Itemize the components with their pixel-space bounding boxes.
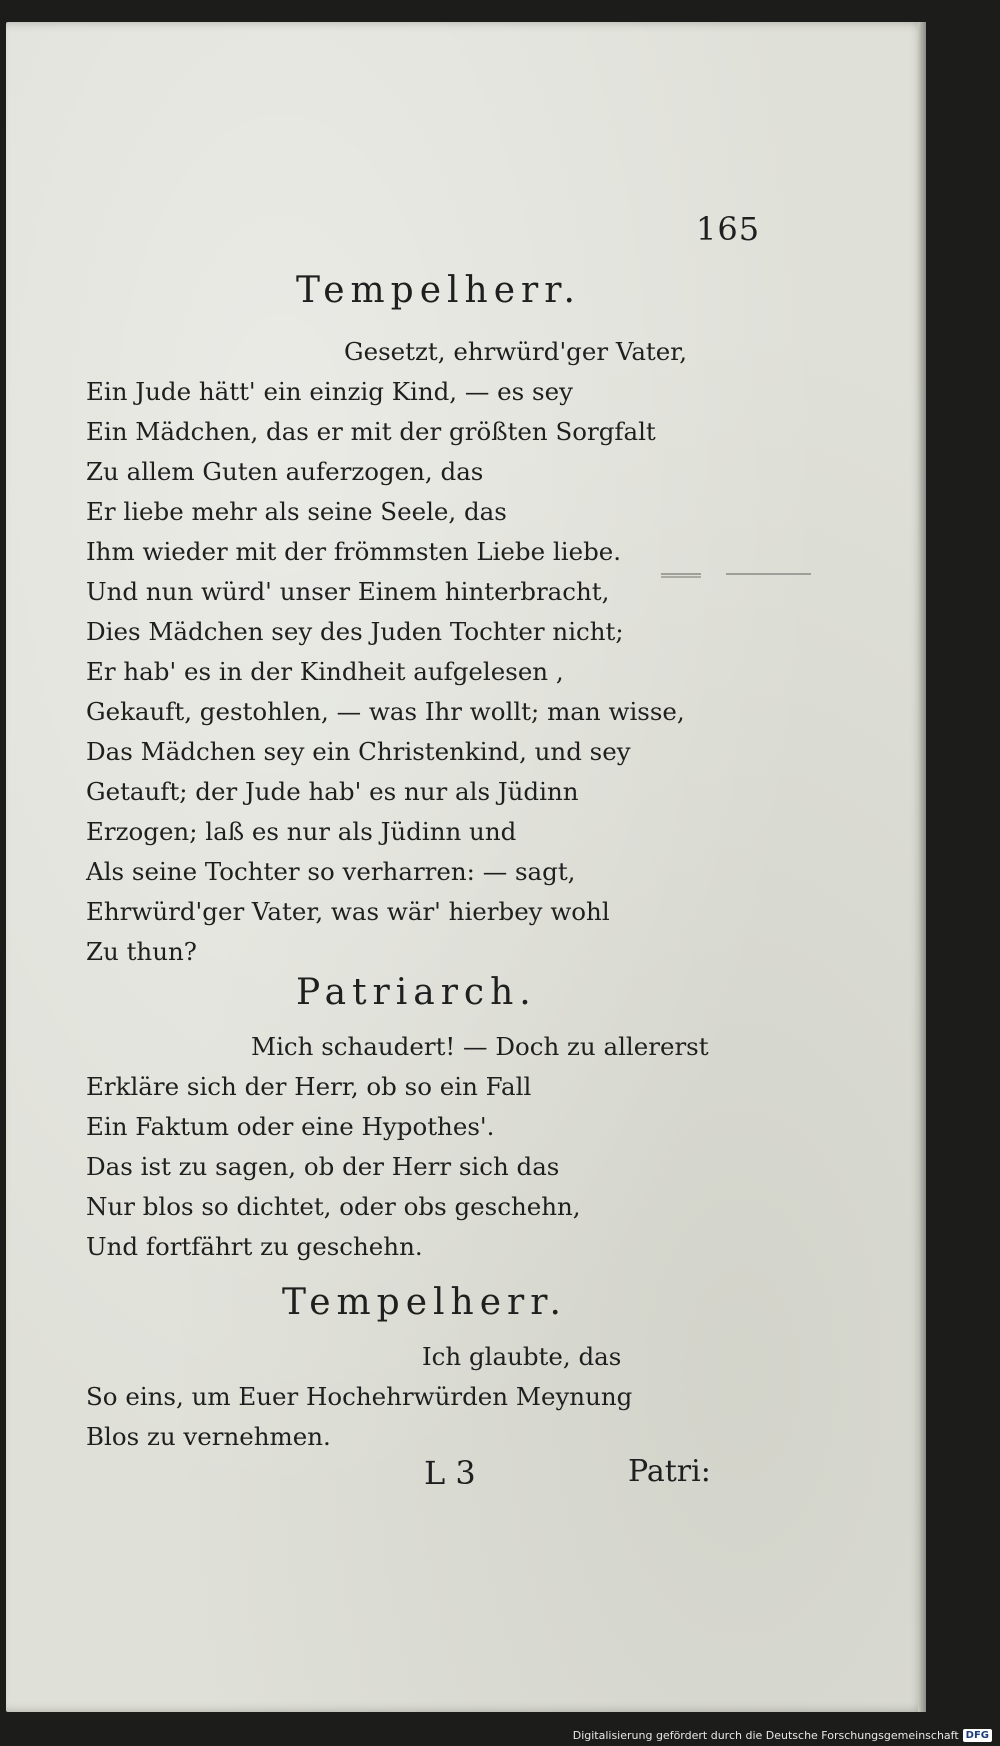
signature-mark: L 3 bbox=[424, 1454, 476, 1492]
verse-line: Nur blos so dichtet, oder obs geschehn, bbox=[86, 1192, 581, 1221]
speaker-heading-tempelherr: Tempelherr. bbox=[296, 270, 581, 311]
verse-line: Und fortfährt zu geschehn. bbox=[86, 1232, 423, 1261]
verse-line: Gekauft, gestohlen, — was Ihr wollt; man wisse, bbox=[86, 697, 685, 726]
verse-line: Ein Mädchen, das er mit der größten Sorgfalt bbox=[86, 417, 656, 446]
verse-line: Mich schaudert! — Doch zu allererst bbox=[251, 1032, 709, 1061]
verse-line: Getauft; der Jude hab' es nur als Jüdinn bbox=[86, 777, 579, 806]
verse-line: Erkläre sich der Herr, ob so ein Fall bbox=[86, 1072, 532, 1101]
verse-line: Ehrwürd'ger Vater, was wär' hierbey wohl bbox=[86, 897, 610, 926]
verse-block-2 bbox=[86, 1027, 709, 1267]
verse-line: Als seine Tochter so verharren: — sagt, bbox=[86, 857, 576, 886]
verse-line: Gesetzt, ehrwürd'ger Vater, bbox=[344, 337, 688, 366]
verse-line: Das ist zu sagen, ob der Herr sich das bbox=[86, 1152, 560, 1181]
verse-line: Dies Mädchen sey des Juden Tochter nicht; bbox=[86, 617, 624, 646]
digitization-credit bbox=[573, 1729, 992, 1742]
catchword: Patri: bbox=[628, 1454, 711, 1489]
verse-line: Zu thun? bbox=[86, 937, 197, 966]
verse-line: So eins, um Euer Hochehrwürden Meynung bbox=[86, 1382, 633, 1411]
speaker-heading-patriarch: Patriarch. bbox=[296, 972, 537, 1013]
page-edge-shadow bbox=[918, 22, 926, 1712]
page-number: 165 bbox=[696, 210, 761, 248]
verse-line: Ein Jude hätt' ein einzig Kind, — es sey bbox=[86, 377, 573, 406]
book-page bbox=[6, 22, 926, 1712]
verse-line: Blos zu vernehmen. bbox=[86, 1422, 331, 1451]
pencil-mark bbox=[661, 570, 811, 580]
speaker-heading-tempelherr-2: Tempelherr. bbox=[282, 1282, 567, 1323]
verse-line: Erzogen; laß es nur als Jüdinn und bbox=[86, 817, 517, 846]
dfg-logo: DFG bbox=[963, 1729, 992, 1742]
verse-line: Zu allem Guten auferzogen, das bbox=[86, 457, 484, 486]
verse-line: Er liebe mehr als seine Seele, das bbox=[86, 497, 507, 526]
verse-line: Ich glaubte, das bbox=[422, 1342, 622, 1371]
verse-line: Ein Faktum oder eine Hypothes'. bbox=[86, 1112, 495, 1141]
verse-line: Ihm wieder mit der frömmsten Liebe liebe. bbox=[86, 537, 622, 566]
verse-line: Und nun würd' unser Einem hinterbracht, bbox=[86, 577, 610, 606]
verse-block-3 bbox=[86, 1337, 632, 1457]
verse-line: Er hab' es in der Kindheit aufgelesen , bbox=[86, 657, 564, 686]
verse-block-1 bbox=[86, 332, 687, 972]
verse-line: Das Mädchen sey ein Christenkind, und sey bbox=[86, 737, 631, 766]
credit-text: Digitalisierung gefördert durch die Deutsche Forschungsgemeinschaft bbox=[572, 1729, 959, 1742]
